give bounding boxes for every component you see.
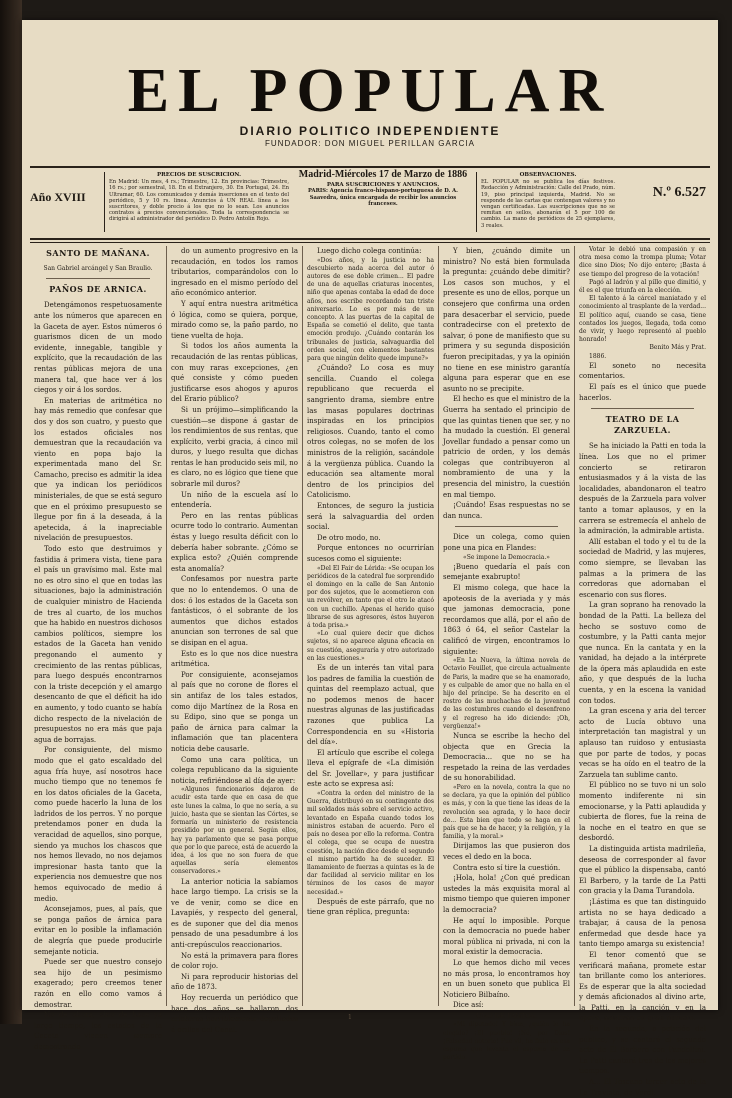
masthead (22, 57, 718, 148)
quote: «Contra la orden del ministro de la Guerra, distribuyó en su contingente dos mil soldados más sobre el servicio activo, levantado en España cuando todos los ministros estaban de acuerdo. Pero el país no desea por ello la reforma. Contra el colega, que se ocupa de nuestra cuestión, la nación dice desde el segundo el mismo partido ha de suceder. El llamamiento de fuerzas a quintas es la de dar facilidad al servicio militar en los términos de los casos de mayor necesidad.» (307, 790, 434, 896)
paragraph: El país es el único que puede hacerlos. (579, 383, 706, 402)
paragraph: Hoy recuerda un periódico que hace dos años se hallaron dos criaturas horriblemente degolladas á orillas del Canal. (171, 994, 298, 1034)
paragraph: Después de este párrafo, que no tiene gran réplica, pregunta: (307, 897, 434, 917)
paragraph: Dice un colega, como quien pone una pica en Flandes: (443, 533, 570, 553)
quote: «Algunos funcionarios dejaron de acudir esta tarde que en casa de que este lunes la calma, lo que no sería, a su juicio, hasta que se sientan las Córtes, se formaría un ministerio de resistencia presidido por un general. Según ellos, hay ya parlamento que se pasa porque que por lo que parece, está de acuerdo la idea, á los que no son fuera de que aquellas sería elementos conservadores.» (171, 786, 298, 876)
book-spine (0, 0, 22, 1024)
subscription-box (104, 172, 293, 232)
divider (46, 278, 150, 279)
paragraph: ¡Cuándo! Esas respuestas no se dan nunca. (443, 501, 570, 520)
paragraph: Todo esto que destruimos y fastidia á primera vista, tiene para el país un gravísimo mal. Este mal no es otro sino el que en todas las situaciones, bajo la administración de cualquier ministro de Hacienda de tres al cuarto, de los muchos que ha habido en nuestros dichosos cambios políticos, siempre los estados de la Gaceta han venido pregonando el aumento y crecimiento de las rentas públicas, para luego después encontrarnos con la triste decepción y el amargo desencanto de que el déficit ha ido en aumento, y todo cuanto se había dicho respecto de la nivelación de presupuestos no era más que paja agua de borrajas. (34, 545, 162, 744)
paragraph: Y aquí entra nuestra aritmética ó lógica, como se quiera, porque, mirado como se, la paño pardo, no tiene vuelta de hoja. (171, 299, 298, 340)
paragraph: Por consiguiente, aconsejamos al país que no corone de flores el sin antifaz de los tales estados, como dijo Martínez de la Rosa en su Edipo, sino que se ponga un paño de árnica para calmar la inflamación que tan placentera noticia debe causarle. (171, 670, 298, 753)
paragraph: Luego dicho colega continúa: (317, 247, 422, 255)
paragraph: En materias de aritmética no hay más remedio que confesar que dos y dos son cuatro, y puesto que los estados oficiales nos demuestran que la recaudación va viento en popa bajo la experimentada mano del Sr. Camacho, preciso es admitir la idea que ya indican los periódicos ministeriales, de que se está seguro que en el próximo presupuesto se llegue por fin á la deseada, á la apetecida, á la inapreciable nivelación de presupuestos. (34, 396, 162, 543)
paragraph: ¡Lástima es que tan distinguido artista no se haya dedicado a trabajar, á causa de la penosa enfermedad que desde hace ya tanto tiempo amarga su existencia! (579, 897, 706, 949)
observations-title: OBSERVACIONES. (519, 172, 577, 178)
paragraph: Detengámonos respetuosamente ante los números que aparecen en la Gaceta de ayer. Estos números ó guarismos dicen de un modo evidente, innegable, tangible y explícito, que la recaudación de las rentas públicas mejora de una manera tal, que hace ver á los ciegos y oir á los sordos. (34, 301, 162, 395)
paragraph: Nunca se escribe la hecho del objecta que en Grecia la Democracia... que no se ha respetado la reina de las verdades de su honorabilidad. (443, 732, 570, 783)
paragraph: Entonces, de seguro la justicia será la salvaguardia del orden social. (307, 501, 434, 532)
paragraph: Contra esto sí tire la cuestión. (453, 863, 561, 872)
paragraph: La gran escena y aria del tercer acto de Lucía obtuvo una interpretación tan magistral y un aplauso tan ruidoso y entusiasta que por parte de todos, y pocas vecas se ha oído en el teatro de la Zarzuela tan sublime canto. (579, 707, 706, 779)
poem: El talento á la cárcel maniatado y el conocimiento al trasplante de la verdad... El político aquí, cuando se casa, tiene contados los juegos, llegada, toda como de vivir, y luego representó al pueblo honrado! (579, 295, 706, 344)
poem: «Mi diputado! Y bien, ¿quién le ha elegido? ¡El pueblo! ¡Nó, por Dios! ¡Falsedad notoria! Fué vil, ha fiulo en esa espuma que levanta el espuma de un partido. (443, 1021, 570, 1062)
paragraph: Dice así: (453, 1001, 484, 1010)
issue-date: Madrid-Miércoles 17 de Marzo de 1886 (298, 169, 468, 180)
paragraph: No de ahora, sino de hace ya largo tiempo, los estados de la Gaceta vienen siempre demostrando (34, 1011, 162, 1051)
year-label: Año XVIII (30, 190, 86, 204)
paragraph: De otro modo, no. (317, 533, 381, 542)
paragraph: Aconsejamos, pues, al país, que se ponga paños de árnica para evitar en lo posible la inflamación de alegría que puede producirle semejante noticia. (34, 905, 162, 956)
quote: «Lo cual quiere decir que dichos sujetos, si no aparece alguna eficacia en su cuestión, aseguraría y otro autorizado en las cuestiones.» (307, 630, 434, 662)
observations-text: EL POPULAR no se publica los días festivos. Redacción y Administración: Calle del Prado, núm. 19, piso principal izquierda, Madrid. No se responde de las cartas que contengan valores y no vengan certificadas. Las suscripciones que no se remitan en sellos, abonarán el 5 por 100 de cambio. La mano de periódicos de 25 ejemplares, 3 reales. (481, 179, 615, 229)
quote: «En La Nueva, la última novela de Octavio Feuillet, que circula actualmente de Paris, la madre que se ha enamorado, y es culpable de amor que no halla en el hijo del príncipe. Se ha descrito en el rostro de las muchachas de la juventud de las costumbres cuando el desenfreno y el regreso ha ido diciendo: ¡Oh, vergüenza!» (443, 657, 570, 730)
poem-title: UNO DE TANTOS. (476, 1011, 537, 1020)
poem: Pagó al ladrón y al pillo que dimitió, y él es el que triunfa en la elección. (579, 278, 706, 295)
paragraph: Como una cara política, un colega republicano da la siguiente noticia, refiriéndose al día de ayer: (171, 755, 298, 785)
poem-signature: Benito Más y Prat. (649, 344, 706, 352)
paragraph: Si un prójimo—simplificando la cuestión—se dispone á gastar de los rendimientos de sus rentas, que explícito, verbi gracia, á cinco mil duros, y luego resulta que dichas rentas le han producido seis mil, no es claro, no es lógico que tiene que sobrarle mil duros? (171, 405, 299, 489)
paragraph: Pero en las rentas públicas ocurre todo lo contrario. Aumentan éstas y luego resulta déficit con lo debería haber sobrante. ¿Cómo se explica esto? ¿Quién comprende esta anomalía? (171, 511, 298, 573)
issue-number: N.º 6.527 (652, 185, 706, 200)
paragraph: El hecho es que el ministro de la Guerra ha sentado el principio de que las quintas tienen que ser, y no ha mudado la cuestión. El general Jovellar fundado a pensar como un patricio de orden, y los demás colegas que contribuyeron al nombramiento de una y la presencia del ministro, la cuestión en mal tiempo. (443, 395, 570, 499)
date-box (298, 169, 468, 207)
ads-text: PARIS: Agencia franco-hispano-portuguesa de D. A. Saavedra, única encargada de recibir los anuncios franceses. (308, 188, 458, 207)
poem-year: 1886. (589, 352, 607, 360)
article-heading: PAÑOS DE ARNICA. (49, 283, 147, 294)
article-heading: TEATRO DE LA ZARZUELA. (605, 414, 680, 435)
paragraph: Puede ser que nuestro consejo sea hijo de un pesimismo exagerado; pero creemos tener razón en ello como vamos á demostrar. (34, 958, 162, 1009)
paragraph: A... El Toscano tercer acto de la La Traviata, de Verdi. (579, 1078, 706, 1097)
subscription-title: PRECIOS DE SUSCRICION. (157, 172, 241, 178)
paragraph: El tenor comentó que se verificará mañana, promete estar tan brillante como los anteriores. Es de esperar que la alta sociedad y demás aficionados al divino arte, la Patti, en la canción y en la ópera, asistirán en gran número. (579, 950, 706, 1023)
divider (591, 408, 694, 409)
saints-title: SANTO DE MAÑANA. (46, 248, 150, 258)
paragraph: He aquí lo imposible. Porque con la democracia no puede haber moral pública ni privada, ni con la moral existir la democracia. (443, 916, 570, 957)
paragraph: ¿Cuándo? Lo cosa es muy sencilla. Cuando el colega republicano que recuerda el sangriento drama, siembre entre las masas populares doctrinas inspiradas en los principios religiosos. Cuando, tanto el como otros colegas, no se mofen de los ministros de la religión, sacándole á la vergüenza pública. Cuando la educación sea altamente moral dentro de los principios del Catolicismo. (307, 364, 434, 500)
column-1 (30, 246, 166, 1051)
newspaper-title: EL POPULAR (127, 57, 613, 125)
column-5 (574, 246, 710, 1097)
paragraph: do un aumento progresivo en la recaudación, en todos los ramos tributarios, comparándolos con lo ingresado en el mismo período del año económico anterior. (171, 247, 298, 298)
paragraph: No está la primavera para flores de color rojo. (171, 951, 298, 971)
observations-box (476, 172, 619, 232)
quote: «Del El Fair de Lérida: «Se ocupan los periódicos de la catedral fue sorprendido el domingo en la calle de San Antonio por dos sujetos, que le acometieron con un revólver, en tanto que el otro le atacó con un cuchillo. Apenas el herido quiso librarse de sus agresores, éstos huyeron á toda prisa.» (307, 564, 434, 629)
paragraph: ¡Bueno quedaría el país con semejante exabrupto! (443, 562, 570, 582)
ads-title: PARA SUSCRICIONES Y ANUNCIOS. (326, 182, 440, 189)
paragraph: Dirijamos las que pusieron dos veces el dedo en la boca. (443, 842, 570, 861)
paragraph: Se ha iniciado la Patti en toda la línea. Los que no el primer concierto se retiraron entusiasmados y á la vista de las localidades, abandonaron el teatro después de la Zarzuela para volver tanto a tomar aplausos, y en la carrera se estremecía el anhelo de la admiración, la admirable artista. (579, 442, 706, 536)
column-2 (166, 246, 302, 1034)
paragraph: Lo que hemos dicho mil veces no más prosa, lo encontramos hoy en un buen soneto que publica El Noticiero Bilbaíno. (443, 958, 570, 999)
divider (30, 242, 710, 243)
paragraph: El público no se tuvo ni un solo momento indiferente ni sin emocionarse, y la Patti aplaudida y cubierta de flores, fue la reina de la noche en el teatro en que se desbordó. (579, 781, 706, 843)
subscription-text: En Madrid: Un mes, 4 rs.; Trimestre, 12. En provincias: Trimestre, 16 rs.; por semestral, 18. En el Extranjero, 30. En Portugal, 24. En Ultramar, 60. Los comunicados y demás inserciones en el texto del periódico, 5 y 10 rs. linea. Anuncios á UN REAL línea a los suscritores, y doble precio á los que no lo sean. Los anuncios contratos á precios convencionales. Toda la correspondencia se dirigirá al administrador del periódico D. Pedro Antolín Rojo. (109, 179, 289, 223)
paragraph: El soneto no necesita comentarios. (579, 361, 706, 381)
paragraph: Un niño de la escuela así lo entendería. (171, 490, 298, 510)
quote: «Se impone la Democracia.» (463, 553, 550, 561)
paragraph: ¡Hola, hola! ¿Con qué predican ustedes la más exquisita moral al mismo tiempo que quieren imponer la democracia? (443, 874, 570, 914)
paragraph: La anterior noticia la sabíamos hace largo tiempo. La crisis se la ve de venir, como se dice en Lavapiés, y respecto del general, es de suponer que del dia menos pensado de una pesadumbre á los anti-crepúsculos reaccionarios. (171, 877, 298, 950)
saints-text: San Gabriel arcángel y San Braulio. (43, 264, 153, 272)
info-bar (30, 166, 710, 240)
newspaper-subtitle: DIARIO POLITICO INDEPENDIENTE (239, 124, 501, 138)
paragraph: El artículo que escribe el colega lleva el epígrafe de «La dimisión del Sr. Jovellar», y para justificar este acto se expresa así: (307, 748, 434, 789)
column-4 (438, 246, 574, 1062)
newspaper-founder: FUNDADOR: DON MIGUEL PERILLAN GARCIA (265, 139, 475, 148)
paragraph: Y bien, ¿cuándo dimite un ministro? No está bien formulada la pregunta: ¿cuándo debe dimitir? Los casos son muchos, y el presente es uno de ellos, porque un consejero que confirma una orden para desacerbar el servicio, puede contradecirse con el pretexto de salvar, ó pone de manifiesto que su primera y su segunda disposición fueron precipitadas, y ya la opinión no tiene en ese ministro garantía alguna para esperar que en ese asunto no se precipite. (443, 247, 570, 393)
paragraph: Ni para reproducir historias del año de 1873. (171, 972, 298, 992)
paragraph: La distinguida artista madrileña, deseosa de corresponder al favor que el público la dispensaba, cantó El Barbero, y la tarde de La Patti con gracia y la Dama Turandola. (579, 844, 706, 896)
column-3 (302, 246, 438, 1006)
paragraph: Por consiguiente, del mismo modo que el gato escaldado del agua fría huye, así nosotros hace mucho tiempo que no tenemos fe en los datos oficiales de la Gaceta, como puede hacerlo la luna de los ladridos de los perros. Y no porque pretendamos poner en duda la veracidad de aquellos, sino porque, siendo ya muchos los chascos que nos hemos llevado, no nos dejamos impresionar hasta tanto que la experiencia nos demuestre que nos hemos equivocado de medio á medio. (34, 746, 162, 903)
newspaper-page (22, 20, 718, 1097)
quote: «Dos años, y la justicia no ha descubierto nada acerca del autor ó autores de ese doble crimen... El padre de una de aquellas criaturas inocentes, niño que apenas contaba la edad de doce años, nos escribe recordando tan triste aniversario. Lo es por más de un concepto. A las puertas de la capital de España se cometió el delito, que tanta emoción produjo. ¿Cuándo contarán los tribunales de justicia, salvaguardia del orden social, con elementos bastantes para que ningún delito quede impune?» (307, 256, 434, 363)
paragraph: Porque entonces no ocurrirían sucesos como el siguiente: (307, 544, 434, 563)
quote: «Pero en la novela, contra la que no se declara, ya que la opinión del público es más, y con la que tiene las ideas de la revolución sea agrada, y lo hace decir de... Esta bien que todo se haga en el país que se ha de hacer, y la religión, y la familia, y la moral.» (443, 783, 570, 841)
page-marker: 1 (348, 1014, 352, 1021)
paragraph: Allí estaban el todo y el tu de la sociedad de Madrid, y las mujeres, como siempre, se llevaban las palmas a la primera de las corredoras que adornaban el escenario con sus flores. (579, 537, 706, 599)
divider (455, 526, 558, 527)
paragraph: En la segunda, a petición del público, y se cantará el segundo acto de El Barbero con Pandolfini. La Patti cantará tres de los mejores tiempos. (579, 1025, 706, 1076)
poem: Votar le debió una compasión y en otra mesa como la trompa pluma; Votar dice sino Dios; No dijo entero; ¡Basta á ese tiempo del progreso de la votación! (579, 246, 706, 278)
paragraph: Confesamos por nuestra parte que no lo entendemos. O una de dos: ó los estados de la Gaceta son fantásticos, ó el sobrante de los aumentos que dichos estados anuncian son terrones de sal que se disipan en el agua. (171, 575, 298, 647)
paragraph: Si todos los años aumenta la recaudación de las rentas públicas, con muy raras excepciones, ¿en qué consiste y cómo pueden justificarse esos ahogos y apuros del Erario público? (171, 342, 298, 404)
article-columns (30, 246, 710, 1097)
paragraph: La gran soprano ha renovado la bondad de la Patti. La belleza del hecho se sostuvo como de costumbre, y la Patti canta mejor que nunca. En la cantata y en la vanidad, ha dejado a la intérprete de la ópera más aplaudida en este año, y que después de la lucha cuenta, y en la escena la vanidad con todos. (579, 601, 706, 705)
paragraph: Esto es lo que nos dice nuestra aritmética. (171, 649, 298, 669)
paragraph: Es de un interés tan vital para los padres de familia la cuestión de quintas del reemplazo actual, que no podemos menos de hacer nuestras algunas de las justificadas razones que publica La Correspondencia en su «Historia del día». (307, 663, 434, 747)
paragraph: El mismo colega, que hace la apoteosis de la averiada y y más que jamonas democracia, pone recordamos que allá, por el año de 1863 ó 64, el señor Castelar la calificó de virgen, encontramos lo siguiente: (443, 584, 570, 656)
